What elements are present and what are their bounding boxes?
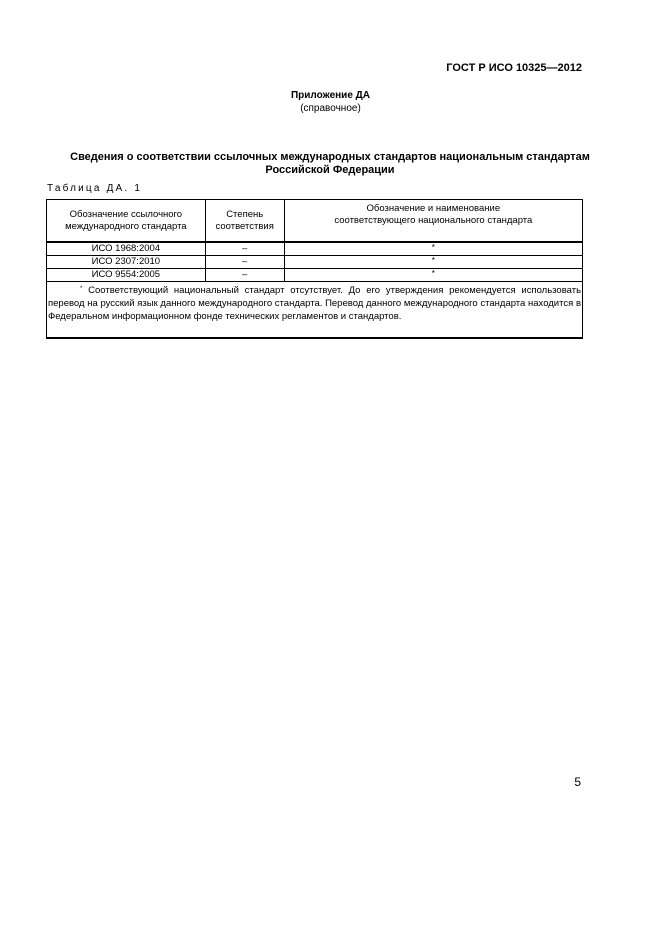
table-row xyxy=(47,269,583,282)
annex-subtitle: (справочное) xyxy=(300,103,361,114)
table-footnote xyxy=(47,282,583,339)
section-heading-line-2: Российской Федерации xyxy=(265,164,395,176)
cell-national: * xyxy=(284,256,582,269)
table-row xyxy=(47,242,583,256)
header-national-standard: Обозначение и наименование соответствующего национального стандарта xyxy=(284,200,582,243)
cell-standard: ИСО 2307:2010 xyxy=(47,256,206,269)
cell-national: * xyxy=(284,269,582,282)
cell-degree: – xyxy=(205,269,284,282)
footnote-text: Соответствующий национальный стандарт отсутствует. До его утверждения рекомендуется использовать перевод на русский язык данного международного стандарта. Перевод данного международного стандарта находится в Федеральном информационном фонде технических регламентов и стандартов. xyxy=(48,285,582,322)
correspondence-table xyxy=(46,199,583,339)
annex-heading xyxy=(0,89,661,115)
table-header-row xyxy=(47,200,583,243)
section-heading xyxy=(46,151,614,177)
section-heading-line-1: Сведения о соответствии ссылочных международных стандартов национальным стандартам xyxy=(70,151,590,163)
header-degree: Степень соответствия xyxy=(205,200,284,243)
table-row xyxy=(47,256,583,269)
table-footnote-row xyxy=(47,282,583,339)
footnote-mark: * xyxy=(80,286,83,292)
annex-title: Приложение ДА xyxy=(290,90,371,101)
table-label: Таблица ДА. 1 xyxy=(47,183,143,194)
cell-degree: – xyxy=(205,242,284,256)
page-number: 5 xyxy=(574,775,581,789)
cell-national: * xyxy=(284,242,582,256)
cell-standard: ИСО 9554:2005 xyxy=(47,269,206,282)
header-international-standard: Обозначение ссылочного международного стандарта xyxy=(47,200,206,243)
document-id: ГОСТ Р ИСО 10325—2012 xyxy=(446,62,582,74)
cell-degree: – xyxy=(205,256,284,269)
cell-standard: ИСО 1968:2004 xyxy=(47,242,206,256)
